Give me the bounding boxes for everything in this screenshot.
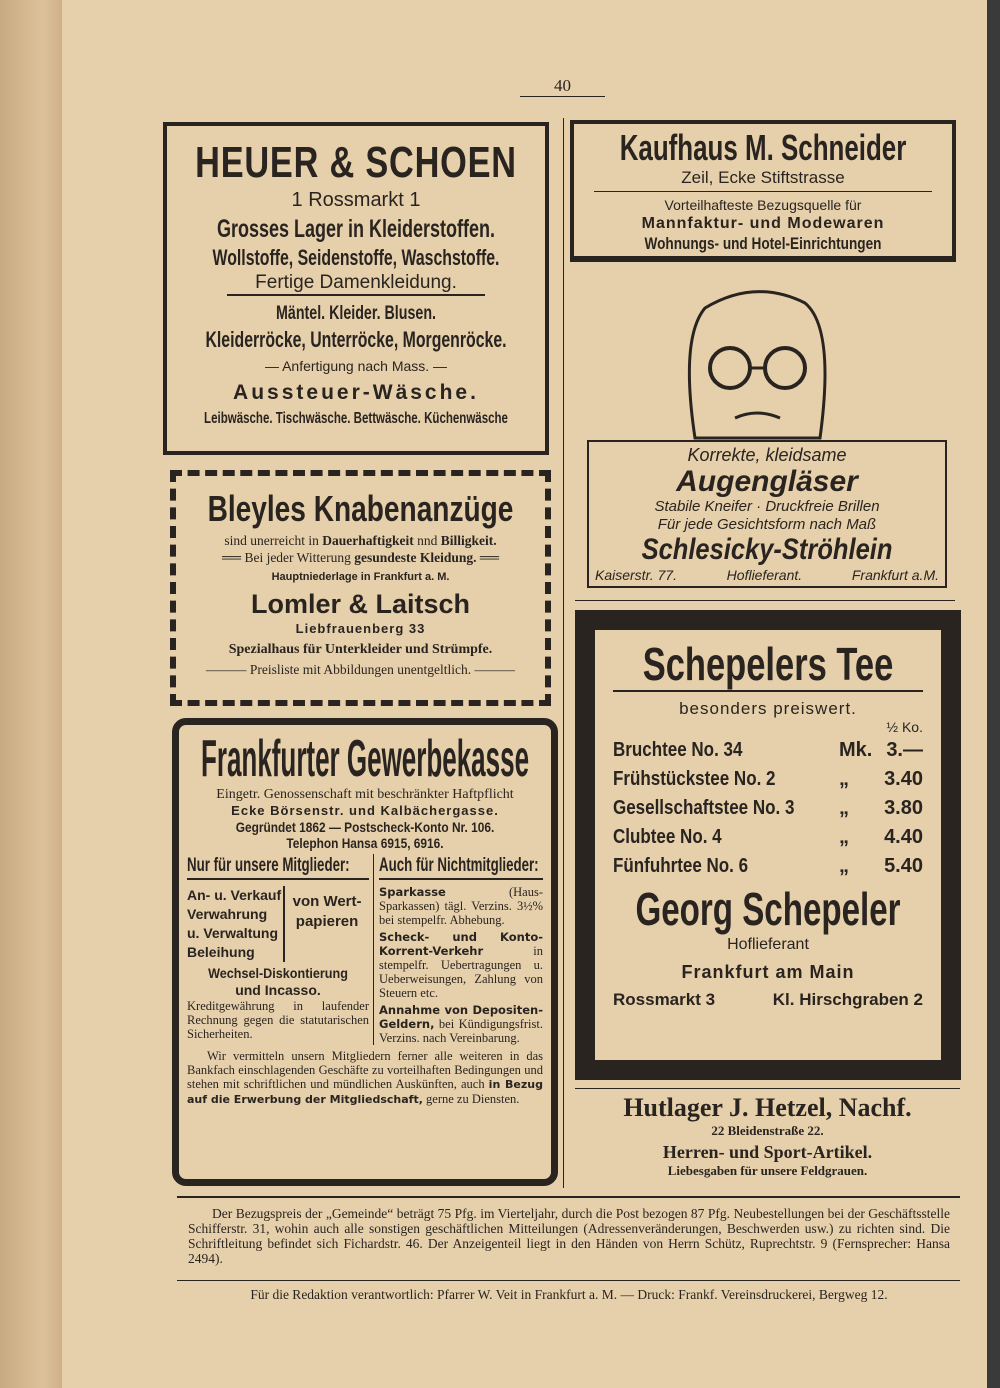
bleyle-line3: Hauptniederlage in Frankfurt a. M. (271, 571, 450, 583)
column-divider (563, 118, 564, 1188)
gewerbe-r3: Annahme von Depositen-Geldern, bei Kündigungsfrist. Verzins. nach Vereinbarung. (379, 1003, 543, 1045)
hutlager-street: 22 Bleidenstraße 22. (711, 1123, 824, 1138)
footer-notice: Der Bezugspreis der „Gemeinde“ beträgt 75 Pfg. im Vierteljahr, durch die Post bezogen 87 Pfg. Neubestellungen bei der Geschäftsstelle Schifferstr. 31, wohin auch alle sonstigen geschäftlichen Mitteilungen (Adressenveränderungen, Beschwerden usw.) zu richten sind. Die Schriftleitung befindet sich Fichardstr. 46. Der Anzeigenteil liegt in den Händen von Herrn Schütz, Ruprechtstr. 9 (Fernsprecher: Hansa 2494). (188, 1206, 950, 1266)
ad-schepeler (575, 610, 961, 1080)
gewerbe-sub1: Eingetr. Genossenschaft mit beschränkter Haftpflicht (216, 787, 514, 802)
tea-name: Gesellschaftstee No. 3 (613, 797, 795, 819)
tea-currency: „ (839, 855, 849, 877)
footer-rule-2 (177, 1280, 960, 1281)
gewerbe-r2: Scheck- und Konto-Korrent-Verkehr in stempelfr. Uebertragungen u. Ueberweisungen, Zahlung von Steuern etc. (379, 930, 543, 1000)
tea-row (613, 765, 923, 794)
heuer-line2: Wollstoffe, Seidenstoffe, Waschstoffe. (212, 245, 500, 270)
gewerbe-foot: Wir vermitteln unsern Mitgliedern ferner alle weiteren in das Bankfach einschlagenden Geschäfte zu vorteilhaften Bedingungen und stehen mit schriftlichen und mündlichen Auskünften, auch in Bezug auf die Erwerbung der Mitgliedschaft, gerne zu Diensten. (187, 1049, 543, 1106)
optiker-name: Schlesicky-Ströhlein (641, 533, 893, 566)
gewerbe-left-col (187, 854, 374, 1045)
bleyle-title: Bleyles Knabenanzüge (207, 488, 514, 529)
gewerbe-sub3: Gegründet 1862 — Postscheck-Konto Nr. 106. (235, 819, 495, 835)
gewerbe-r1: Sparkasse (Haus-Sparkassen) tägl. Verzins. 3½% bei stempelfr. Abhebung. (379, 885, 543, 927)
gewerbe-title: Frankfurter Gewerbekasse (200, 730, 530, 788)
tea-price: 3.80 (884, 797, 923, 819)
tea-price: 4.40 (884, 826, 923, 848)
optiker-line3: Stabile Kneifer · Druckfreie Brillen (654, 498, 880, 515)
gewerbe-left-items: An- u. Verkauf Verwahrung u. Verwaltung Beleihung (187, 886, 285, 962)
tea-price: 5.40 (884, 855, 923, 877)
gewerbe-left-head: Nur für unsere Mitglieder: (187, 855, 350, 876)
gewerbe-sub4: Telephon Hansa 6915, 6916. (286, 835, 444, 851)
ad-hutlager (575, 1088, 960, 1179)
hutlager-title: Hutlager J. Hetzel, Nachf. (623, 1093, 912, 1122)
gewerbe-left-b1: Wechsel-Diskontierung (208, 965, 348, 981)
tea-currency: „ (839, 826, 849, 848)
schneider-line3: Wohnungs- und Hotel-Einrichtungen (644, 234, 882, 253)
heuer-line5: Kleiderröcke, Unterröcke, Morgenröcke. (205, 327, 507, 352)
heuer-line8: Leibwäsche. Tischwäsche. Bettwäsche. Küchenwäsche (204, 410, 508, 427)
footer-rule (177, 1196, 960, 1198)
heuer-line7: Aussteuer-Wäsche. (233, 381, 479, 404)
schepeler-city: Frankfurt am Main (681, 962, 855, 982)
tea-row (613, 852, 923, 881)
bleyle-street: Liebfrauenberg 33 (295, 621, 426, 636)
schneider-line2: Mannfaktur- und Modewaren (641, 215, 885, 232)
tea-name: Fünfuhrtee No. 6 (613, 855, 749, 877)
hutlager-line2: Liebesgaben für unsere Feldgrauen. (667, 1163, 868, 1178)
gewerbe-left-c: Kreditgewährung in laufender Rechnung gegen die statutarischen Sicherheiten. (187, 999, 369, 1041)
schneider-address: Zeil, Ecke Stiftstrasse (594, 168, 932, 192)
page-number: 40 (520, 76, 605, 97)
heuer-address: 1 Rossmarkt 1 (291, 189, 421, 211)
tea-currency: „ (839, 797, 849, 819)
schepeler-title2: Hoflieferant (727, 936, 809, 953)
tea-row (613, 794, 923, 823)
gewerbe-right-head: Auch für Nichtmitglieder: (379, 855, 539, 876)
schepeler-firm: Georg Schepeler (635, 883, 901, 935)
man-with-glasses-illustration (585, 278, 950, 440)
bleyle-firm: Lomler & Laitsch (250, 589, 471, 619)
schneider-title: Kaufhaus M. Schneider (619, 127, 907, 168)
heuer-line6: — Anfertigung nach Mass. — (264, 358, 448, 374)
bleyle-line4: Spezialhaus für Unterkleider und Strümpfe. (228, 642, 493, 657)
optiker-line1: Korrekte, kleidsame (687, 445, 847, 465)
ad-bleyle (170, 470, 551, 706)
heuer-line4: Mäntel. Kleider. Blusen. (276, 303, 436, 324)
tea-currency: Mk. (839, 739, 873, 761)
ad-gewerbekasse (172, 718, 558, 1186)
tea-price: 3.— (886, 739, 923, 761)
heuer-line3: Fertige Damenkleidung. (227, 271, 485, 296)
tea-row (613, 736, 923, 765)
ad-heuer-schoen (163, 122, 549, 455)
ad-optiker (587, 440, 947, 588)
page-edge (987, 0, 1000, 1388)
tea-name: Frühstückstee No. 2 (613, 768, 776, 790)
tea-name: Bruchtee No. 34 (613, 739, 743, 761)
gewerbe-right-col (374, 854, 543, 1045)
schepeler-unit: ½ Ko. (886, 719, 923, 735)
tea-name: Clubtee No. 4 (613, 826, 722, 848)
tea-price-list (613, 736, 923, 881)
optiker-line2: Augengläser (676, 465, 858, 498)
bleyle-line5: ——— Preisliste mit Abbildungen unentgeltlich. ——— (206, 662, 515, 677)
schepeler-sub: besonders preiswert. (679, 699, 857, 718)
ad-schneider (570, 120, 956, 262)
bleyle-line2: ══ Bei jeder Witterung gesundeste Kleidung. ══ (221, 550, 500, 565)
schneider-line1: Vorteilhafteste Bezugsquelle für (664, 197, 862, 213)
optiker-line4: Für jede Gesichtsform nach Maß (657, 516, 877, 533)
divider (575, 600, 955, 601)
schepeler-addresses: Rossmarkt 3 Kl. Hirschgraben 2 (613, 990, 923, 1009)
optiker-footer: Kaiserstr. 77. Hoflieferant. Frankfurt a.M. (595, 567, 939, 583)
gewerbe-sub2: Ecke Börsenstr. und Kalbächergasse. (231, 803, 499, 818)
tea-row (613, 823, 923, 852)
hutlager-line1: Herren- und Sport-Artikel. (662, 1142, 873, 1162)
heuer-line1: Grosses Lager in Kleiderstoffen. (216, 215, 496, 243)
gewerbe-brace-text: von Wert-papieren (292, 893, 362, 930)
heuer-title: HEUER & SCHOEN (195, 138, 517, 187)
page-gutter (0, 0, 62, 1388)
tea-price: 3.40 (884, 768, 923, 790)
gewerbe-left-b2: und Incasso. (235, 982, 321, 998)
tea-currency: „ (839, 768, 849, 790)
schepeler-title: Schepelers Tee (642, 638, 894, 690)
footer-imprint: Für die Redaktion verantwortlich: Pfarrer W. Veit in Frankfurt a. M. — Druck: Frankf. Vereinsdruckerei, Bergweg 12. (250, 1287, 888, 1302)
bleyle-line1: sind unerreicht in Dauerhaftigkeit nnd Billigkeit. (224, 533, 497, 548)
